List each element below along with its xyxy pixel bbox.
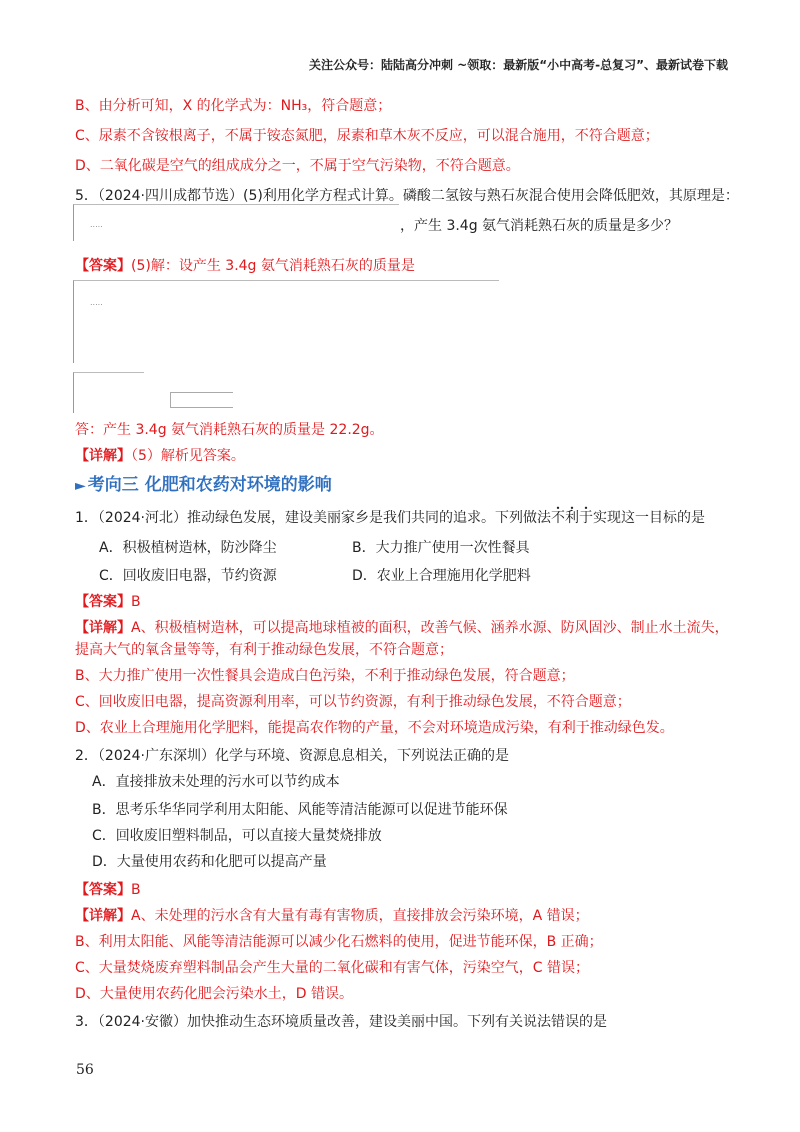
q1-stem-part-a: 1．（2024·河北）推动绿色发展，建设美丽家乡是我们共同的追求。下列做法	[75, 510, 551, 526]
question-2-detail-line: C、大量焚烧废弃塑料制品会产生大量的二氧化碳和有害气体，污染空气，C 错误；	[75, 960, 589, 976]
question-2-detail-line	[75, 906, 589, 926]
question-2-detail-line: B、利用太阳能、风能等清洁能源可以减少化石燃料的使用，促进节能环保，B 正确；	[75, 934, 603, 950]
detail-text: （5）解析见答案。	[131, 448, 245, 464]
q2-option-d: D．大量使用农药和化肥可以提高产量	[92, 854, 327, 870]
question-2-stem: 2．（2024·广东深圳）化学与环境、资源息息相关，下列说法正确的是	[75, 748, 509, 764]
q1-option-b: B．大力推广使用一次性餐具	[352, 540, 530, 556]
equation-image-placeholder	[73, 204, 399, 241]
calculation-image-placeholder	[73, 280, 499, 363]
placeholder-dots: .....	[90, 220, 103, 229]
question-1-stem	[75, 508, 705, 528]
placeholder-dots: .....	[90, 298, 103, 307]
question-2-answer	[75, 880, 141, 900]
question-5-answer	[75, 256, 415, 276]
answer-value: B	[131, 882, 141, 898]
q2-option-a: A．直接排放未处理的污水可以节约成本	[92, 774, 340, 790]
section-title: 考向三 化肥和农药对环境的影响	[87, 475, 332, 495]
prev-option-c-analysis: C、尿素不含铵根离子，不属于铵态氮肥，尿素和草木灰不反应，可以混合施用，不符合题意；	[75, 128, 659, 144]
answer-value: B	[131, 594, 141, 610]
answer-label: 【答案】	[75, 258, 131, 274]
question-1-detail-line: B、大力推广使用一次性餐具会造成白色污染，不利于推动绿色发展，符合题意；	[75, 668, 575, 684]
answer-label: 【答案】	[75, 882, 131, 898]
question-5-stem-cont: ，产生 3.4g 氨气消耗熟石灰的质量是多少？	[400, 218, 679, 234]
arrow-icon: ►	[75, 478, 86, 494]
section-heading	[75, 470, 332, 495]
q1-option-a: A．积极植树造林，防沙降尘	[99, 540, 277, 556]
calculation-image-placeholder-3	[170, 392, 233, 408]
q1-emphasis-char: 利	[565, 510, 579, 526]
detail-text: A、积极植树造林，可以提高地球植被的面积，改善气候、涵养水源、防风固沙、制止水土流失，	[131, 620, 729, 636]
q1-option-c: C．回收废旧电器，节约资源	[99, 568, 277, 584]
q1-option-d: D．农业上合理施用化学肥料	[352, 568, 531, 584]
q1-emphasis-char: 于	[579, 510, 593, 526]
calculation-image-placeholder-2	[73, 372, 144, 413]
prev-option-b-analysis: B、由分析可知，X 的化学式为：NH₃，符合题意；	[75, 98, 392, 114]
page-number: 56	[76, 1062, 94, 1078]
detail-label: 【详解】	[75, 448, 131, 464]
question-3-stem: 3．（2024·安徽）加快推动生态环境质量改善，建设美丽中国。下列有关说法错误的是	[75, 1014, 607, 1030]
q2-option-b: B．思考乐华华同学利用太阳能、风能等清洁能源可以促进节能环保	[92, 802, 508, 818]
answer-label: 【答案】	[75, 594, 131, 610]
q2-option-c: C．回收废旧塑料制品，可以直接大量焚烧排放	[92, 828, 382, 844]
question-1-answer	[75, 592, 141, 612]
question-5-conclusion: 答：产生 3.4g 氨气消耗熟石灰的质量是 22.2g。	[75, 422, 384, 438]
question-5-stem: 5．（2024·四川成都节选）(5)利用化学方程式计算。磷酸二氢铵与熟石灰混合使用会降低肥效，其原理是：	[75, 188, 739, 204]
question-1-detail-line: 提高大气的氧含量等等，有利于推动绿色发展，不符合题意；	[75, 642, 453, 658]
q1-stem-part-c: 实现这一目标的是	[593, 510, 705, 526]
question-1-detail-line	[75, 618, 729, 638]
detail-label: 【详解】	[75, 908, 131, 924]
detail-text: A、未处理的污水含有大量有毒有害物质，直接排放会污染环境，A 错误；	[131, 908, 589, 924]
question-1-detail-line: C、回收废旧电器，提高资源利用率，可以节约资源，有利于推动绿色发展，不符合题意；	[75, 694, 631, 710]
question-5-detail	[75, 446, 245, 466]
question-2-detail-line: D、大量使用农药化肥会污染水土，D 错误。	[75, 986, 354, 1002]
detail-label: 【详解】	[75, 620, 131, 636]
answer-text: (5)解：设产生 3.4g 氨气消耗熟石灰的质量是	[131, 258, 415, 274]
q1-emphasis-char: 不	[551, 510, 565, 526]
prev-option-d-analysis: D、二氧化碳是空气的组成成分之一，不属于空气污染物，不符合题意。	[75, 158, 520, 174]
question-1-detail-line: D、农业上合理施用化学肥料，能提高农作物的产量，不会对环境造成污染，有利于推动绿色发。	[75, 720, 674, 736]
page-header: 关注公众号：陆陆高分冲刺 ~领取：最新版“小中高考-总复习”、最新试卷下载	[309, 58, 728, 72]
